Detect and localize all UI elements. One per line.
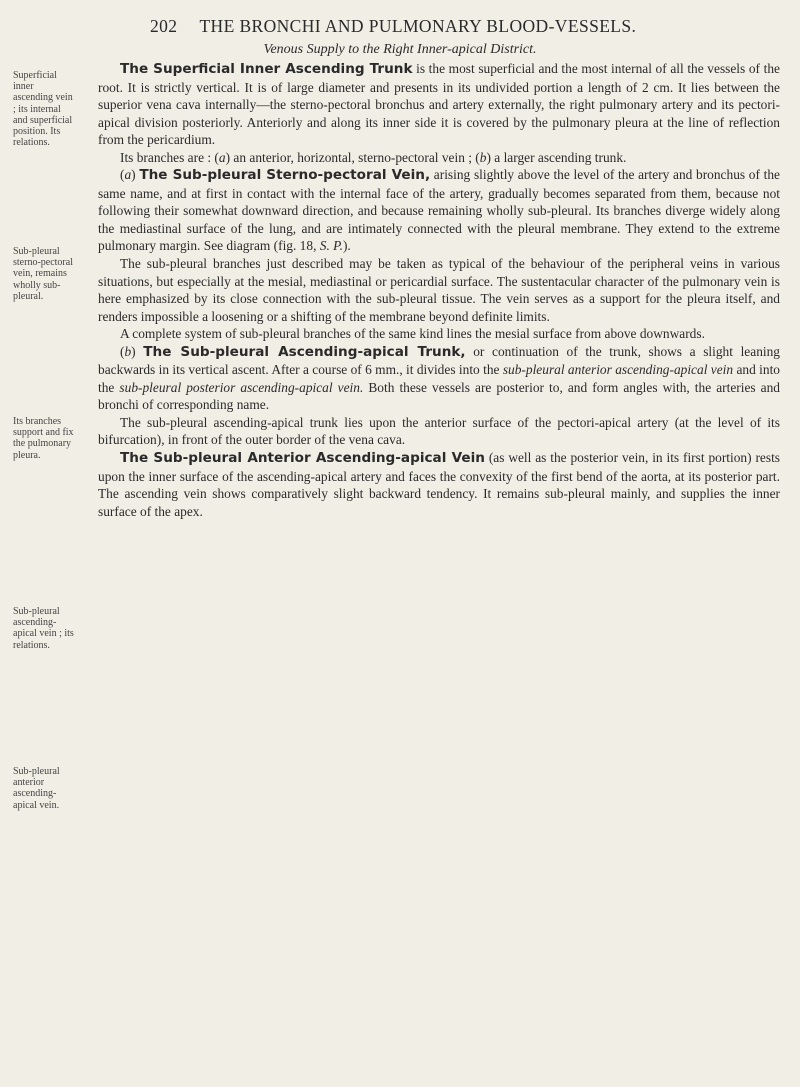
heading: The Sub-pleural Ascending-apical Trunk,: [143, 343, 466, 360]
running-title: THE BRONCHI AND PULMONARY BLOOD-VESSELS.: [199, 16, 637, 36]
running-header: [150, 16, 790, 37]
margin-note: Superficial inner ascending vein ; its internal and superficial position. Its relations.: [13, 70, 73, 149]
heading: The Superficial Inner Ascending Trunk: [120, 61, 413, 77]
paragraph: Its branches are : (a) an anterior, horizontal, sterno-pectoral vein ; (b) a larger ascending trunk.: [120, 149, 627, 165]
margin-note: Sub-pleural ascending-apical vein ; its relations.: [13, 606, 74, 651]
paragraph: (b) The Sub-pleural Ascending-apical Trunk, or continuation of the trunk, shows a slight leaning backwards in its vertical ascent. After a course of 6 mm., it divides into the sub-pleural anterior ascending-apical vein and into the sub-pleural posterior ascending-apical vein. Both these vessels are posterior to, and form angles with, the arteries and bronchi of corresponding name.: [98, 343, 780, 413]
paragraph: The Superficial Inner Ascending Trunk is the most superficial and the most internal of all the vessels of the root. It is strictly vertical. It is of large diameter and presents in its undivided portion a length of 2 cm. It lies between the superior vena cava internally—the sterno-pectoral bronchus and artery externally, the right pulmonary artery and its pectori-apical division posteriorly. Anteriorly and along its inner side it is covered by the pulmonary pleura at the line of reflection from the pericardium.: [98, 61, 780, 148]
margin-note: Its branches support and fix the pulmonary pleura.: [13, 416, 74, 461]
page-number: 202: [150, 16, 178, 36]
margin-note: Sub-pleural sterno-pectoral vein, remains wholly sub-pleural.: [13, 246, 73, 302]
paragraph: The sub-pleural branches just described may be taken as typical of the behaviour of the peripheral veins in various situations, but especially at the mesial, mediastinal or pericardial surface. The sustentacular character of the pulmonary vein is here emphasized by its close connection with the sub-pleural tissue. The vein serves as a support for the pleura itself, and renders impossible a loosening or a shifting of the membrane beyond definite limits.: [98, 256, 780, 324]
paragraph: (a) The Sub-pleural Sterno-pectoral Vein, arising slightly above the level of the artery and bronchus of the same name, and at first in contact with the internal face of the artery, gradually becomes separated from them, because not following their somewhat downward direction, and because remaining wholly sub-pleural. Its branches diverge widely along the mediastinal surface of the lung, and are intimately connected with the pleural membrane. They extend to the extreme pulmonary margin. See diagram (fig. 18, S. P.).: [98, 167, 780, 254]
margin-note: Sub-pleural anterior ascending-apical vein.: [13, 766, 60, 811]
heading: The Sub-pleural Sterno-pectoral Vein,: [139, 167, 431, 184]
section-subtitle: Venous Supply to the Right Inner-apical District.: [263, 42, 537, 57]
paragraph: The Sub-pleural Anterior Ascending-apical Vein (as well as the posterior vein, in its first portion) rests upon the inner surface of the ascending-apical artery and faces the convexity of the first bend of the aorta, at its posterior part. The ascending vein shows comparatively slight backward tendency. It remains sub-pleural mainly, and supplies the inner surface of the apex.: [98, 450, 780, 519]
paragraph: A complete system of sub-pleural branches of the same kind lines the mesial surface from above downwards.: [120, 326, 705, 342]
paragraph: The sub-pleural ascending-apical trunk lies upon the anterior surface of the pectori-apical artery (at the level of its bifurcation), in front of the outer border of the vena cava.: [98, 414, 780, 448]
heading: The Sub-pleural Anterior Ascending-apical Vein: [120, 450, 485, 467]
body-text: [98, 60, 780, 520]
